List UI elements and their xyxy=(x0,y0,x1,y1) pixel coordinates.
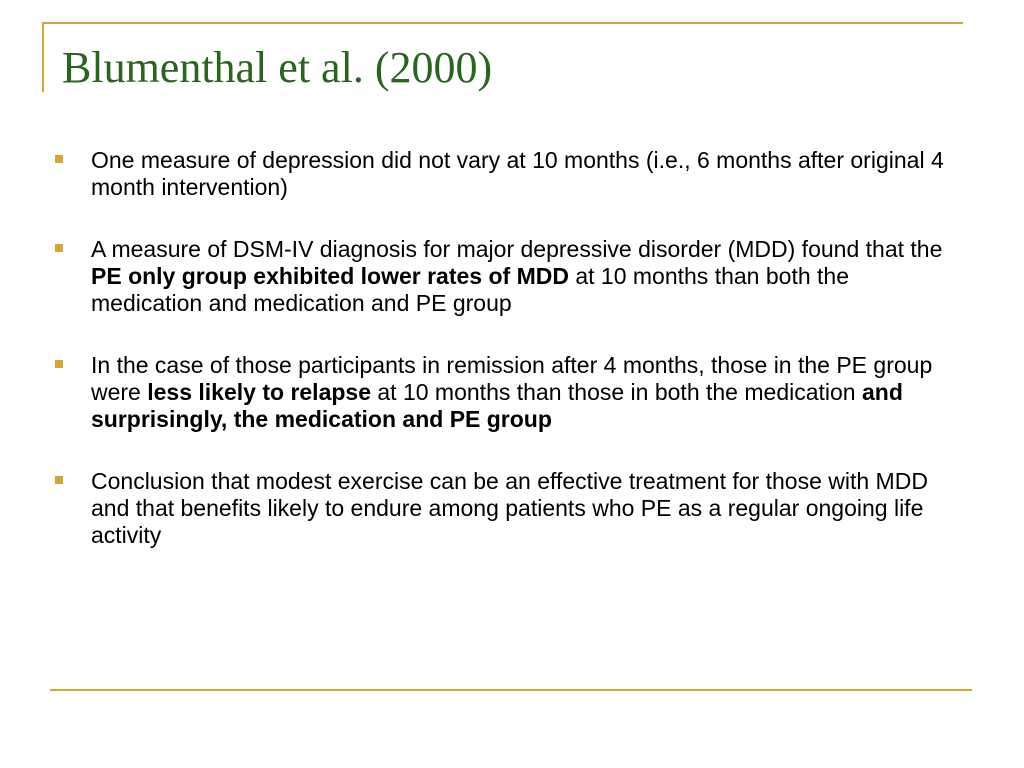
frame-vertical-line xyxy=(42,22,44,92)
bullet-item xyxy=(55,352,965,433)
bullet-text xyxy=(91,147,944,200)
bullet-text xyxy=(91,468,928,548)
bullet-text-segment: A measure of DSM-IV diagnosis for major depressive disorder (MDD) found that the xyxy=(91,236,943,262)
bullet-text xyxy=(91,236,942,316)
bullet-bold-segment: and surprisingly, the medication and PE group xyxy=(91,379,903,432)
bullet-item xyxy=(55,236,965,317)
square-bullet-icon xyxy=(55,360,63,368)
bullet-text-segment: In the case of those participants in remission after 4 months, those in the PE group were xyxy=(91,352,933,405)
bullet-text-segment: at 10 months than those in both the medication xyxy=(371,379,862,405)
bullet-item xyxy=(55,468,965,549)
bullet-text-segment: Conclusion that modest exercise can be an effective treatment for those with MDD and that benefits likely to endure among patients who PE as a regular ongoing life activity xyxy=(91,468,928,548)
bullet-text-segment: One measure of depression did not vary at 10 months (i.e., 6 months after original 4 month intervention) xyxy=(91,147,944,200)
frame-top-line xyxy=(42,22,963,24)
square-bullet-icon xyxy=(55,244,63,252)
slide-title: Blumenthal et al. (2000) xyxy=(62,43,493,92)
bullet-item xyxy=(55,147,965,201)
square-bullet-icon xyxy=(55,476,63,484)
bullet-list xyxy=(55,147,965,584)
bullet-text-segment: at 10 months than both the medication and medication and PE group xyxy=(91,263,849,316)
frame-bottom-line xyxy=(50,689,972,691)
bullet-bold-segment: less likely to relapse xyxy=(147,379,371,405)
bullet-text xyxy=(91,352,932,432)
square-bullet-icon xyxy=(55,155,63,163)
bullet-bold-segment: PE only group exhibited lower rates of MDD xyxy=(91,263,569,289)
